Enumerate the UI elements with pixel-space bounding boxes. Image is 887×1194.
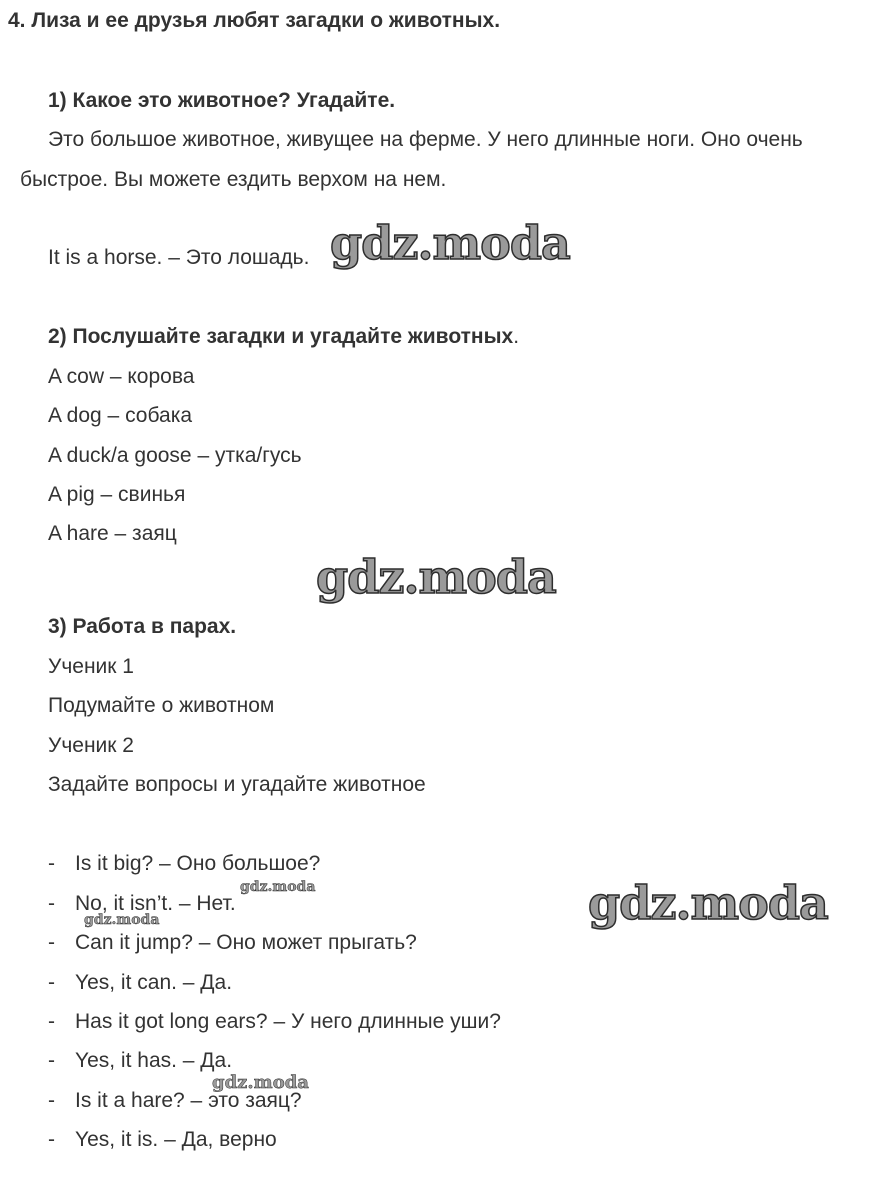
part1-text-line2: быстрое. Вы можете ездить верхом на нем.: [20, 168, 447, 191]
part3-line: Ученик 2: [48, 734, 134, 757]
bullet-marker: -: [48, 971, 55, 994]
bullet-marker: -: [48, 1128, 55, 1151]
list-item: A pig – свинья: [48, 483, 186, 506]
bullet-marker: -: [48, 931, 55, 954]
watermark: gdz.moda: [588, 876, 828, 930]
watermark: gdz.moda: [316, 550, 556, 604]
part1-title: 1) Какое это животное? Угадайте.: [48, 89, 396, 112]
part2-title: 2) Послушайте загадки и угадайте животных: [48, 325, 514, 348]
part2-title-row: [48, 326, 519, 347]
part3-line: Подумайте о животном: [48, 694, 275, 717]
bullet-marker: -: [48, 1089, 55, 1112]
part3-line: Ученик 1: [48, 655, 134, 678]
watermark-small: gdz.moda: [240, 879, 316, 895]
watermark: gdz.moda: [330, 216, 570, 270]
dialogue-line: Has it got long ears? – У него длинные уши?: [75, 1010, 501, 1033]
watermark-small: gdz.moda: [84, 912, 160, 928]
bullet-marker: -: [48, 892, 55, 915]
dialogue-line: Can it jump? – Оно может прыгать?: [75, 931, 417, 954]
bullet-marker: -: [48, 852, 55, 875]
watermark-small: gdz.moda: [212, 1072, 309, 1093]
dialogue-line: Yes, it can. – Да.: [75, 971, 233, 994]
part1-text-line1: Это большое животное, живущее на ферме. У него длинные ноги. Оно очень: [48, 128, 803, 151]
list-item: A dog – собака: [48, 404, 193, 427]
dialogue-line: Is it a hare? – это заяц?: [75, 1089, 302, 1112]
dialogue-line: No, it isn’t. – Нет.: [75, 892, 236, 915]
part2-title-suffix: .: [513, 325, 520, 348]
list-item: A hare – заяц: [48, 522, 177, 545]
dialogue-line: Yes, it is. – Да, верно: [75, 1128, 277, 1151]
bullet-marker: -: [48, 1049, 55, 1072]
part1-answer: It is a horse. – Это лошадь.: [48, 246, 310, 269]
list-item: A duck/a goose – утка/гусь: [48, 444, 302, 467]
part3-title: 3) Работа в парах.: [48, 615, 237, 638]
dialogue-line: Yes, it has. – Да.: [75, 1049, 233, 1072]
bullet-marker: -: [48, 1010, 55, 1033]
page-heading: 4. Лиза и ее друзья любят загадки о животных.: [8, 9, 501, 32]
dialogue-line: Is it big? – Оно большое?: [75, 852, 321, 875]
part3-line: Задайте вопросы и угадайте животное: [48, 773, 426, 796]
list-item: A cow – корова: [48, 365, 195, 388]
